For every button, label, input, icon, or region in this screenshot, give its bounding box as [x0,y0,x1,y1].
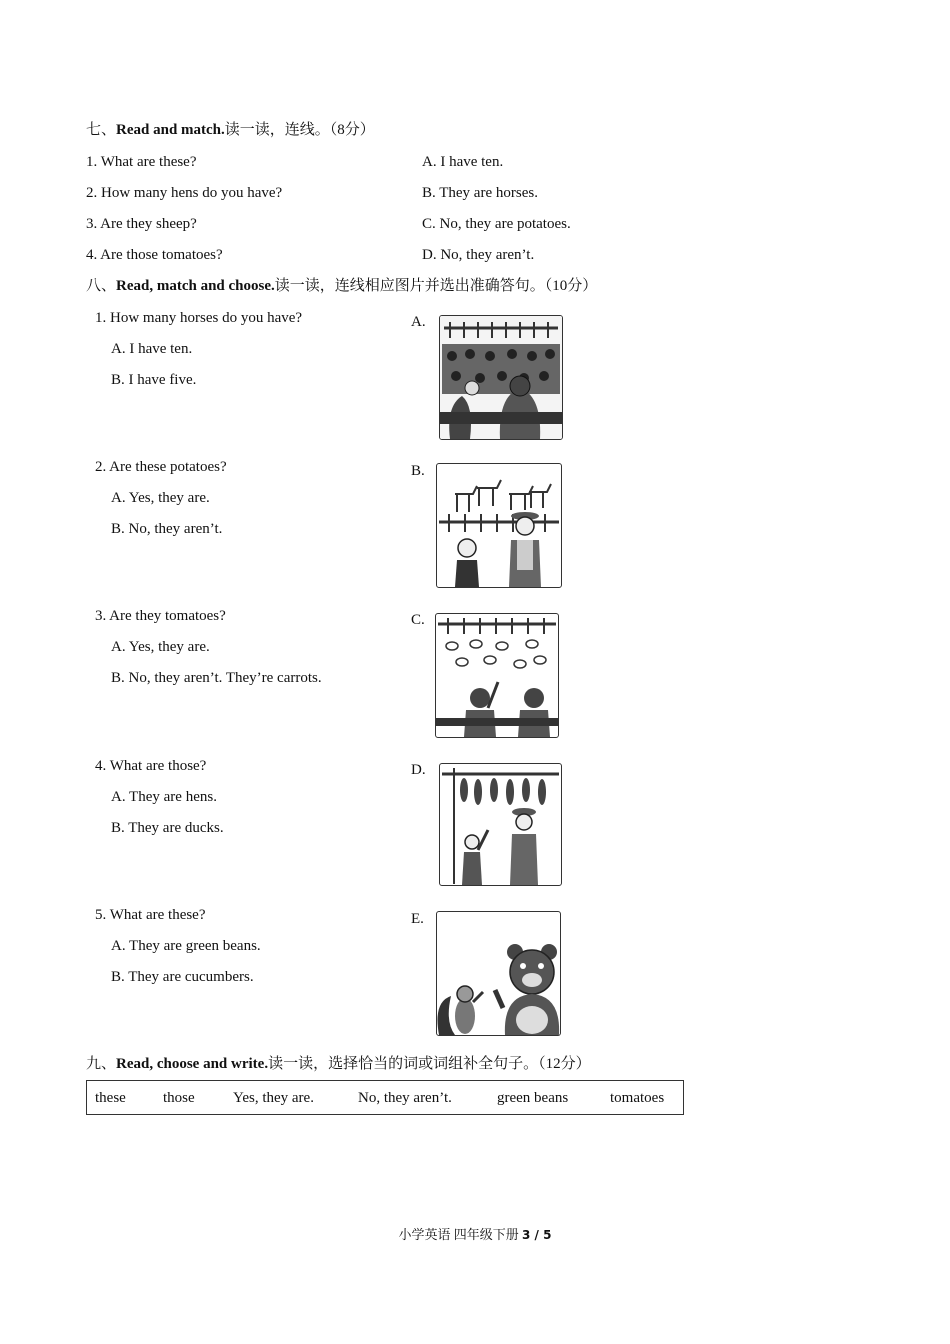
word-bank-item: these [95,1090,126,1106]
word-bank-item: No, they aren’t. [358,1090,452,1106]
picture-label-b: B. [411,463,425,479]
s8-q1-option-a: A. I have ten. [111,341,193,357]
s8-q5-option-b: B. They are cucumbers. [111,969,254,985]
s8-q4-option-b: B. They are ducks. [111,820,224,836]
s8-q5-option-a: A. They are green beans. [111,938,261,954]
page-number: 3 / 5 [522,1228,552,1242]
section7-title: 七、Read and match.读一读，连线。（8分） [86,122,375,138]
s7-answer-b: B. They are horses. [422,185,538,201]
word-bank-item: green beans [497,1090,569,1106]
picture-d-vegetables [439,763,562,886]
picture-c-hens [435,613,559,738]
s8-question-1: 1. How many horses do you have? [95,310,303,326]
s7-answer-d: D. No, they aren’t. [422,247,535,263]
s7-question-1: 1. What are these? [86,154,197,170]
word-bank-item: those [163,1090,195,1106]
picture-e-squirrel-bear [436,911,561,1036]
word-bank-item: tomatoes [610,1090,665,1106]
picture-b-horses [436,463,562,588]
s7-answer-a: A. I have ten. [422,154,504,170]
s7-question-2: 2. How many hens do you have? [86,185,283,201]
s8-question-2: 2. Are these potatoes? [95,459,227,475]
picture-label-c: C. [411,612,425,628]
picture-label-a: A. [411,314,426,330]
s8-q4-option-a: A. They are hens. [111,789,217,805]
s8-q2-option-a: A. Yes, they are. [111,490,210,506]
s8-question-4: 4. What are those? [95,758,207,774]
picture-label-e: E. [411,911,424,927]
section9-title: 九、Read, choose and write.读一读，选择恰当的词或词组补全句子。（12分） [86,1056,591,1072]
s7-question-3: 3. Are they sheep? [86,216,197,232]
s8-q2-option-b: B. No, they aren’t. [111,521,223,537]
picture-a-garden [439,315,563,440]
s7-answer-c: C. No, they are potatoes. [422,216,571,232]
s8-question-3: 3. Are they tomatoes? [95,608,226,624]
s8-q3-option-b: B. No, they aren’t. They’re carrots. [111,670,322,686]
word-bank-box [86,1080,684,1115]
s8-q3-option-a: A. Yes, they are. [111,639,210,655]
s8-q1-option-b: B. I have five. [111,372,197,388]
section8-title: 八、Read, match and choose.读一读，连线相应图片并选出准确答句。（10分） [86,278,598,294]
s8-question-5: 5. What are these? [95,907,206,923]
s7-question-4: 4. Are those tomatoes? [86,247,223,263]
page-footer: 小学英语 四年级下册 3 / 5 [398,1227,552,1242]
picture-label-d: D. [411,762,426,778]
word-bank-item: Yes, they are. [233,1090,314,1106]
